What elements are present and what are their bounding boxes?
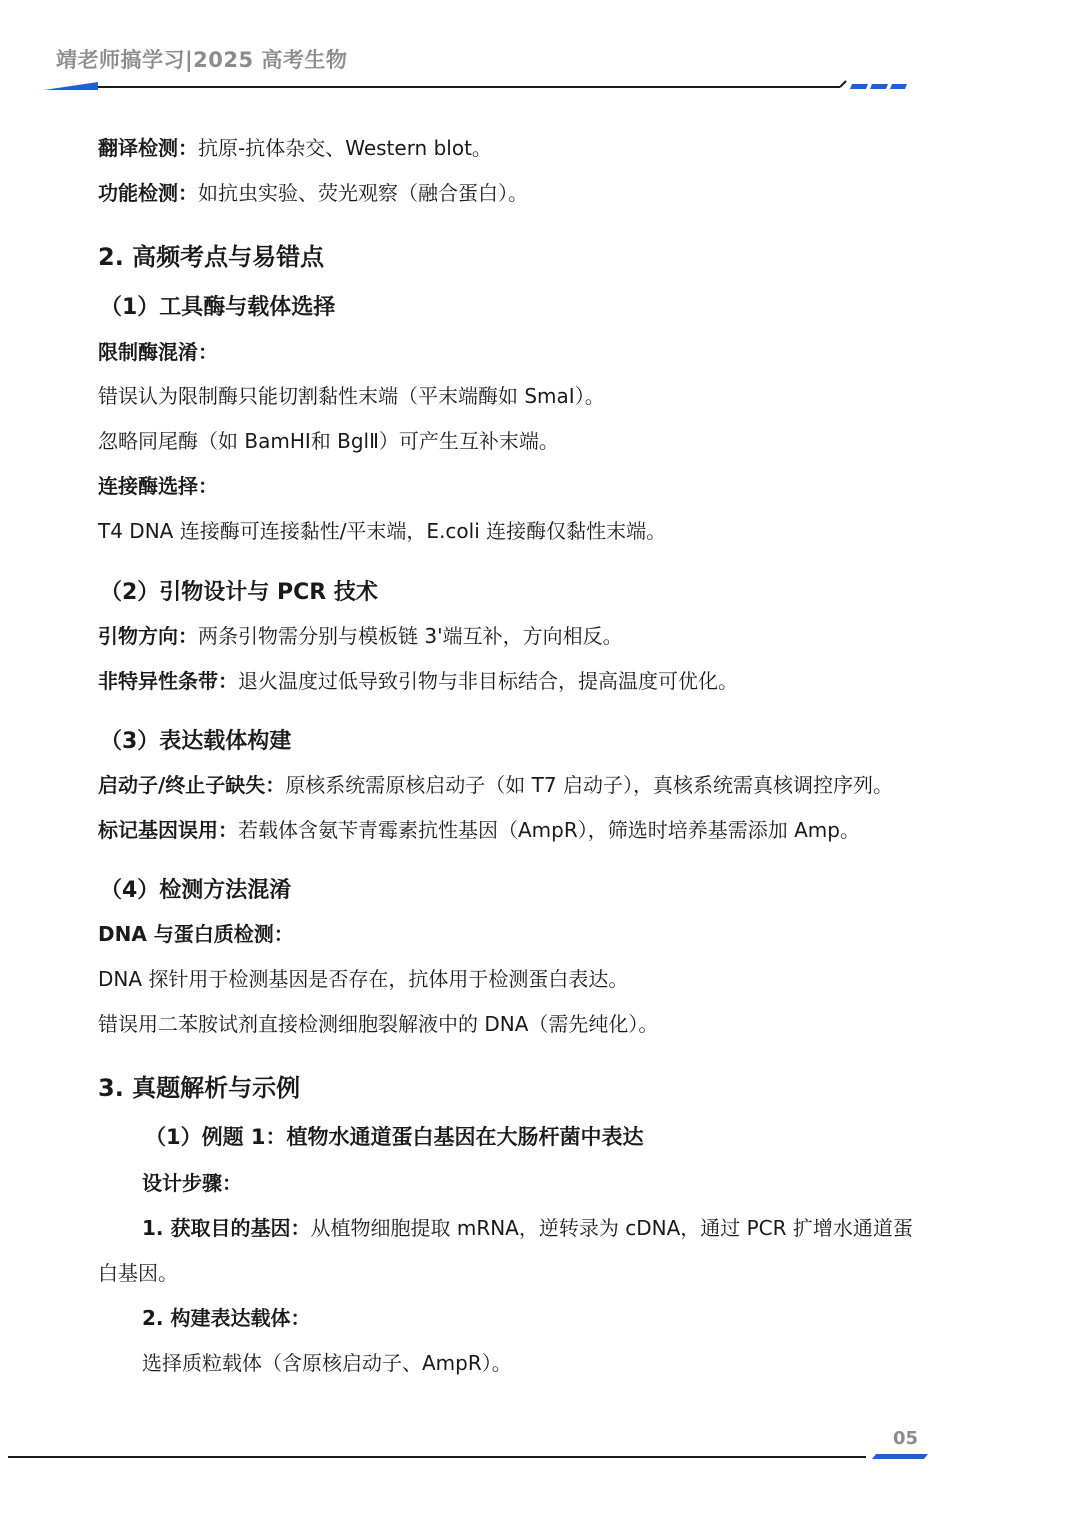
example-heading: （1）例题 1：植物水通道蛋白基因在大肠杆菌中表达 — [145, 1125, 644, 1149]
text-line: T4 DNA 连接酶可连接黏性/平末端，E.coli 连接酶仅黏性末端。 — [98, 519, 667, 543]
text-line-step1 — [142, 1212, 913, 1241]
subsection-heading-4: （4）检测方法混淆 — [100, 878, 292, 903]
text-line: 错误认为限制酶只能切割黏性末端（平末端酶如 SmaⅠ）。 — [98, 384, 605, 408]
text-line-promoter — [98, 769, 893, 798]
text: 若载体含氨苄青霉素抗性基因（AmpR），筛选时培养基需添加 Amp。 — [238, 818, 860, 842]
text-line-nonspecific — [98, 665, 738, 694]
text: 抗原-抗体杂交、Western blot。 — [198, 136, 492, 160]
header-rule — [0, 76, 1080, 96]
label: 1. 获取目的基因： — [142, 1216, 311, 1240]
subsection-heading-2: （2）引物设计与 PCR 技术 — [100, 580, 378, 605]
text: 原核系统需原核启动子（如 T7 启动子），真核系统需真核调控序列。 — [285, 773, 893, 797]
subsection-heading-1: （1）工具酶与载体选择 — [100, 295, 336, 320]
footer-rule — [0, 1450, 1080, 1464]
text-line-label: 2. 构建表达载体： — [142, 1306, 311, 1330]
label: 翻译检测： — [98, 136, 198, 160]
section-heading-2: 2. 高频考点与易错点 — [98, 243, 325, 271]
subsection-heading-3: （3）表达载体构建 — [100, 729, 292, 754]
text-line-translation — [98, 132, 492, 161]
section-heading-3: 3. 真题解析与示例 — [98, 1074, 301, 1102]
text-line-label: 限制酶混淆： — [98, 340, 218, 364]
text: 从植物细胞提取 mRNA，逆转录为 cDNA，通过 PCR 扩增水通道蛋 — [310, 1216, 913, 1240]
text-line: 错误用二苯胺试剂直接检测细胞裂解液中的 DNA（需先纯化）。 — [98, 1012, 659, 1036]
text-line: 忽略同尾酶（如 BamHⅠ和 BglⅡ）可产生互补末端。 — [98, 429, 559, 453]
label: 非特异性条带： — [98, 669, 238, 693]
header-title: 靖老师搞学习|2025 高考生物 — [56, 48, 348, 72]
text-line-marker — [98, 814, 860, 843]
label: 引物方向： — [98, 624, 198, 648]
text: 退火温度过低导致引物与非目标结合，提高温度可优化。 — [238, 669, 738, 693]
text-line: 白基因。 — [98, 1261, 178, 1285]
text-line-label: DNA 与蛋白质检测： — [98, 922, 294, 946]
text-line: 选择质粒载体（含原核启动子、AmpR）。 — [142, 1351, 512, 1375]
text: 如抗虫实验、荧光观察（融合蛋白）。 — [198, 181, 528, 205]
text-line: DNA 探针用于检测基因是否存在，抗体用于检测蛋白表达。 — [98, 967, 629, 991]
text-line-function — [98, 177, 528, 206]
text-line-primer — [98, 620, 623, 649]
text-line-label: 设计步骤： — [142, 1171, 242, 1195]
label: 启动子/终止子缺失： — [98, 773, 286, 797]
page-number: 05 — [893, 1428, 919, 1449]
label: 功能检测： — [98, 181, 198, 205]
label: 标记基因误用： — [98, 818, 238, 842]
text: 两条引物需分别与模板链 3'端互补，方向相反。 — [198, 624, 623, 648]
text-line-label: 连接酶选择： — [98, 474, 218, 498]
